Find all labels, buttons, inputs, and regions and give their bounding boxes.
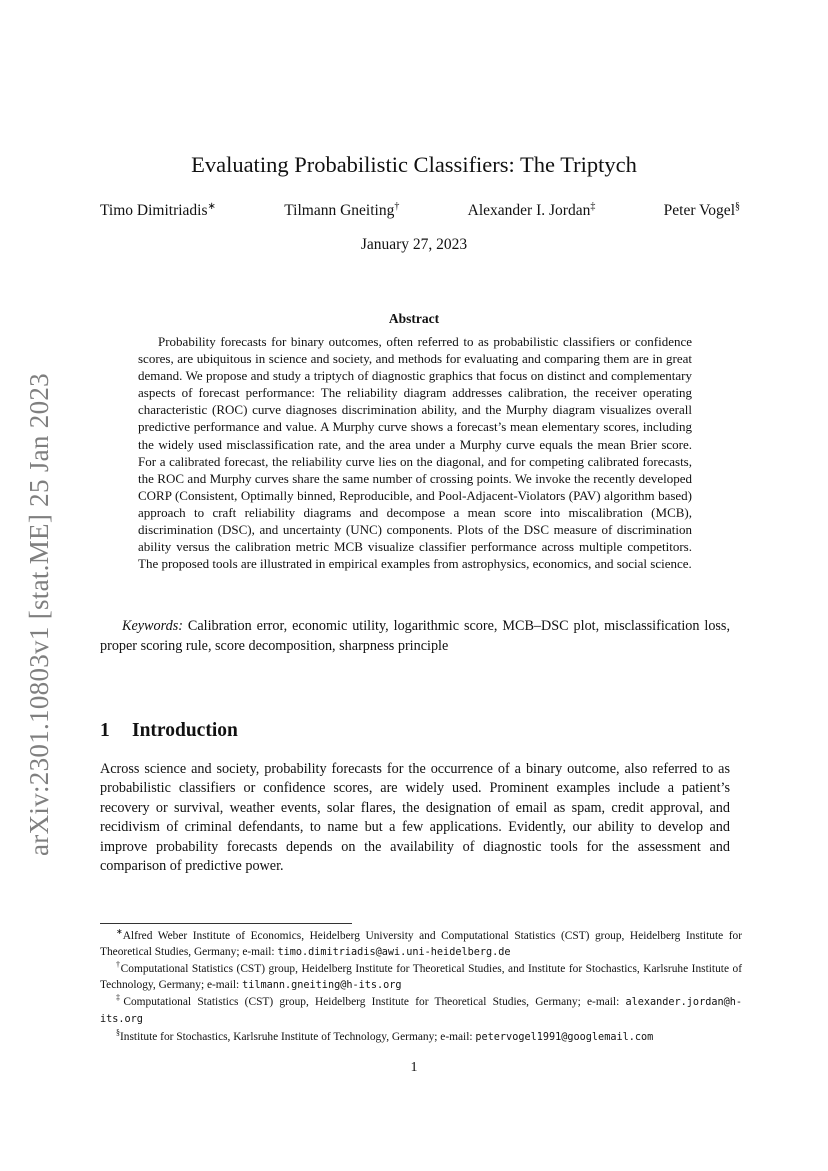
footnote-mark: § (116, 1027, 120, 1037)
abstract-text: Probability forecasts for binary outcomes, often referred to as probabilistic classifiers or confidence scores, are ubiquitous in science and society, and methods for evaluating and comparing them are in great demand. We propose and study a triptych of diagnostic graphics that focus on distinct and complementary aspects of forecast performance: The reliability diagram addresses calibration, the receiver operating characteristic (ROC) curve diagnoses discrimination ability, and the Murphy diagram visualizes overall predictive performance and value. A Murphy curve shows a forecast’s mean elementary scores, including the widely used misclassification rate, and the area under a Murphy curve equals the mean Brier score. For a calibrated forecast, the reliability curve lies on the diagonal, and for competing calibrated forecasts, the ROC and Murphy curves share the same number of crossing points. We invoke the recently developed CORP (Consistent, Optimally binned, Reproducible, and Pool-Adjacent-Violators (PAV) algorithm based) approach to craft reliability diagrams and decompose a mean score into miscalibration (MCB), discrimination (DSC), and uncertainty (UNC) components. Plots of the DSC measure of discrimination ability versus the calibration metric MCB visualize classifier performance across multiple competitors. The proposed tools are illustrated in empirical examples from astrophysics, economics, and social science. (138, 334, 692, 572)
footnote-mark: ∗ (116, 927, 123, 937)
author (468, 202, 596, 220)
author-footnote-mark[interactable]: § (735, 200, 740, 212)
author (100, 202, 216, 220)
author-list (100, 202, 740, 220)
introduction-paragraph: Across science and society, probability forecasts for the occurrence of a binary outcome, also referred to as probabilistic classifiers or confidence scores, are widely used. Prominent examples include a patient’s recovery or survival, weather events, solar flares, the designation of email as spam, credit approval, and recidivism of criminal defendants, to name but a few applications. Evidently, our ability to develop and improve probability forecasts depends on the availability of diagnostic tools for the assessment and comparison of predictive power. (100, 761, 730, 875)
footnote-email[interactable]: tilmann.gneiting@h-its.org (242, 980, 402, 992)
keywords (100, 617, 730, 656)
author-footnote-mark[interactable]: ∗ (207, 200, 216, 212)
arxiv-stamp (17, 364, 61, 864)
footnote-text: Computational Statistics (CST) group, Heidelberg Institute for Theoretical Studies, Germany; e-mail: (123, 996, 626, 1009)
footnote-text: Alfred Weber Institute of Economics, Heidelberg University and Computational Statistics (CST) group, Heidelberg Institute for Theoretical Studies, Germany; e-mail: (100, 930, 742, 959)
author-footnote-mark[interactable]: ‡ (590, 200, 596, 212)
footnote-divider (100, 923, 352, 924)
keywords-label: Keywords: (122, 618, 183, 634)
author-name: Tilmann Gneiting (284, 202, 395, 219)
section-heading (100, 720, 238, 742)
footnote-mark: † (116, 960, 121, 970)
section-title: Introduction (132, 720, 238, 741)
section-number: 1 (100, 720, 110, 741)
footnote (100, 961, 742, 994)
footnote (100, 994, 742, 1028)
author-footnote-mark[interactable]: † (394, 200, 400, 212)
author (284, 202, 399, 220)
abstract-heading: Abstract (388, 311, 440, 326)
author-name: Peter Vogel (663, 202, 735, 219)
author-name: Alexander I. Jordan (467, 202, 591, 219)
footnotes (100, 928, 742, 1046)
paper-title: Evaluating Probabilistic Classifiers: The Triptych (191, 152, 637, 177)
author-name: Timo Dimitriadis (100, 202, 208, 219)
footnote-email[interactable]: timo.dimitriadis@awi.uni-heidelberg.de (277, 947, 511, 959)
footnote (100, 1029, 742, 1046)
page-number: 1 (410, 1060, 418, 1075)
footnote-email[interactable]: alexander.jordan@h-its.org (100, 997, 743, 1026)
footnote-mark: ‡ (116, 993, 124, 1003)
keywords-text: Calibration error, economic utility, logarithmic score, MCB–DSC plot, misclassification loss, proper scoring rule, score decomposition, sharpness principle (100, 618, 730, 654)
footnote-text: Institute for Stochastics, Karlsruhe Institute of Technology, Germany; e-mail: (120, 1030, 476, 1043)
arxiv-stamp-text: arXiv:2301.10803v1 [stat.ME] 25 Jan 2023 (23, 372, 54, 856)
footnote (100, 928, 742, 961)
paper-date: January 27, 2023 (360, 236, 468, 253)
author (664, 202, 740, 220)
footnote-email[interactable]: petervogel1991@googlemail.com (475, 1031, 654, 1043)
footnote-text: Computational Statistics (CST) group, Heidelberg Institute for Theoretical Studies, and Institute for Stochastics, Karlsruhe Institute of Technology, Germany; e-mail: (100, 963, 742, 992)
